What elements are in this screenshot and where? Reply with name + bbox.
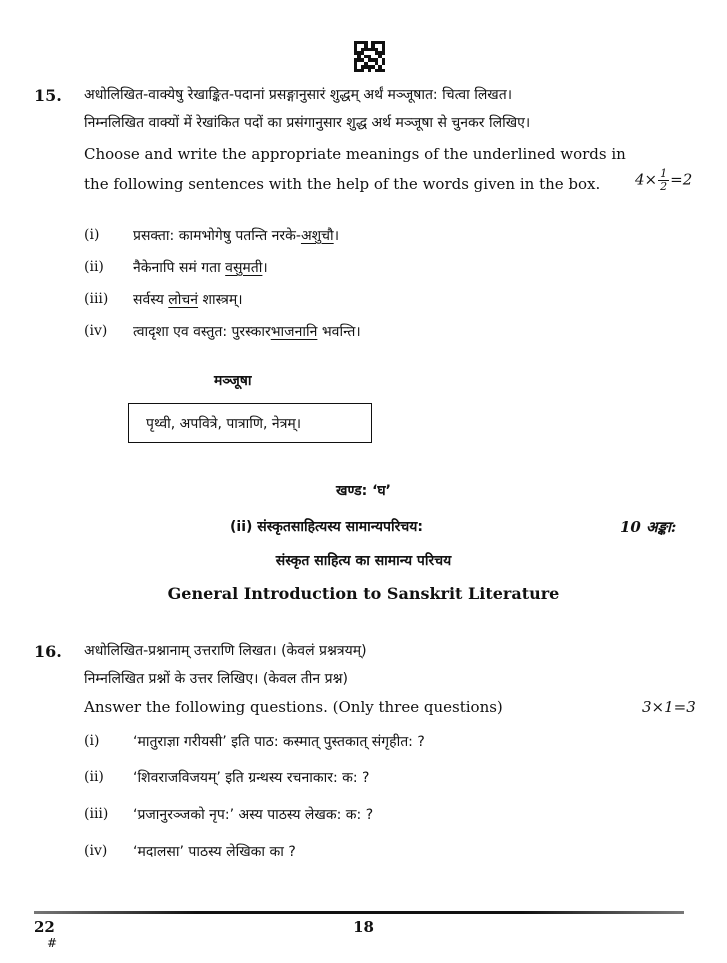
question-hindi-instruction: अधोलिखित-प्रश्नानाम् उत्तराणि लिखत। (केवलं प्रश्नत्रयम्) (84, 643, 367, 659)
section-part-title: (ii) संस्कृतसाहित्यस्य सामान्यपरिचय: (230, 519, 423, 535)
qr-code-icon (354, 41, 385, 72)
question-item: ‘मदालसा’ पाठस्य लेखिका का ? (133, 844, 296, 860)
underlined-word: लोचनं (168, 292, 199, 308)
item-label: (ii) (84, 259, 104, 275)
item-label: (iii) (84, 291, 109, 307)
question-hindi-instruction: निम्नलिखित प्रश्नों के उत्तर लिखिए। (केवल तीन प्रश्न) (84, 671, 348, 687)
footer-hash: # (47, 936, 58, 950)
question-english-instruction: Answer the following questions. (Only three questions) (84, 698, 503, 716)
question-marks: 4× $\frac{1}{2}$ =2 (635, 167, 693, 193)
sentence-text: प्रसक्ता: कामभोगेषु पतन्ति नरके- (133, 228, 301, 244)
manjusha-box (128, 403, 372, 443)
section-label: खण्ड: ‘घ’ (336, 483, 391, 499)
question-item: ‘मातुराज्ञा गरीयसी’ इति पाठ: कस्मात् पुस्तकात् संगृहीत: ? (133, 734, 425, 750)
sentence-text: । (333, 228, 339, 244)
sentence-text: भवन्ति। (317, 324, 361, 340)
sentence-item (133, 322, 361, 341)
question-english-instruction: the following sentences with the help of the words given in the box. (84, 175, 601, 193)
item-label: (iii) (84, 806, 109, 822)
question-number: 16. (34, 642, 62, 661)
sentence-text: नैकेनापि समं गता (133, 260, 226, 276)
sentence-text: त्वादृशा एव वस्तुत: पुरस्कार (133, 324, 271, 340)
question-hindi-instruction: निम्नलिखित वाक्यों में रेखांकित पदों का प्रसंगानुसार शुद्ध अर्थ मञ्जूषा से चुनकर लिखिए। (84, 115, 531, 131)
question-number: 15. (34, 86, 62, 105)
sentence-item (133, 258, 268, 277)
section-english-title: General Introduction to Sanskrit Literature (167, 584, 560, 603)
sentence-text: शास्त्रम्। (198, 292, 243, 308)
section-hindi-title: संस्कृत साहित्य का सामान्य परिचय (275, 553, 452, 569)
question-marks: 3×1=3 (642, 698, 696, 716)
manjusha-title: मञ्जूषा (214, 373, 252, 389)
underlined-word: भाजनानि (270, 324, 318, 340)
item-label: (i) (84, 227, 100, 243)
question-item: ‘प्रजानुरञ्जको नृप:’ अस्य पाठस्य लेखक: क: ? (133, 807, 374, 823)
item-label: (i) (84, 733, 100, 749)
underlined-word: वसुमती (225, 260, 263, 276)
footer-rule (34, 911, 684, 914)
fraction: $\frac{1}{2}$ (660, 167, 668, 193)
sentence-item (133, 290, 243, 309)
sentence-item (133, 226, 339, 245)
sentence-text: । (262, 260, 268, 276)
underlined-word: अशुचौ (300, 228, 334, 244)
item-label: (iv) (84, 323, 108, 339)
question-english-instruction: Choose and write the appropriate meanings of the underlined words in (84, 145, 626, 163)
page-number: 18 (353, 918, 374, 936)
footer-code: 22 (34, 918, 55, 936)
item-label: (iv) (84, 843, 108, 859)
question-item: ‘शिवराजविजयम्’ इति ग्रन्थस्य रचनाकार: क: ? (133, 770, 370, 786)
sentence-text: सर्वस्य (133, 292, 169, 308)
item-label: (ii) (84, 769, 104, 785)
manjusha-words: पृथ्वी, अपवित्रे, पात्राणि, नेत्रम्। (146, 416, 302, 432)
question-hindi-instruction: अधोलिखित-वाक्येषु रेखाङ्कित-पदानां प्रसङ्गानुसारं शुद्धम् अर्थं मञ्जूषात: चित्वा लिखत। (84, 87, 513, 103)
section-marks: 10 अङ्का: (620, 518, 677, 536)
